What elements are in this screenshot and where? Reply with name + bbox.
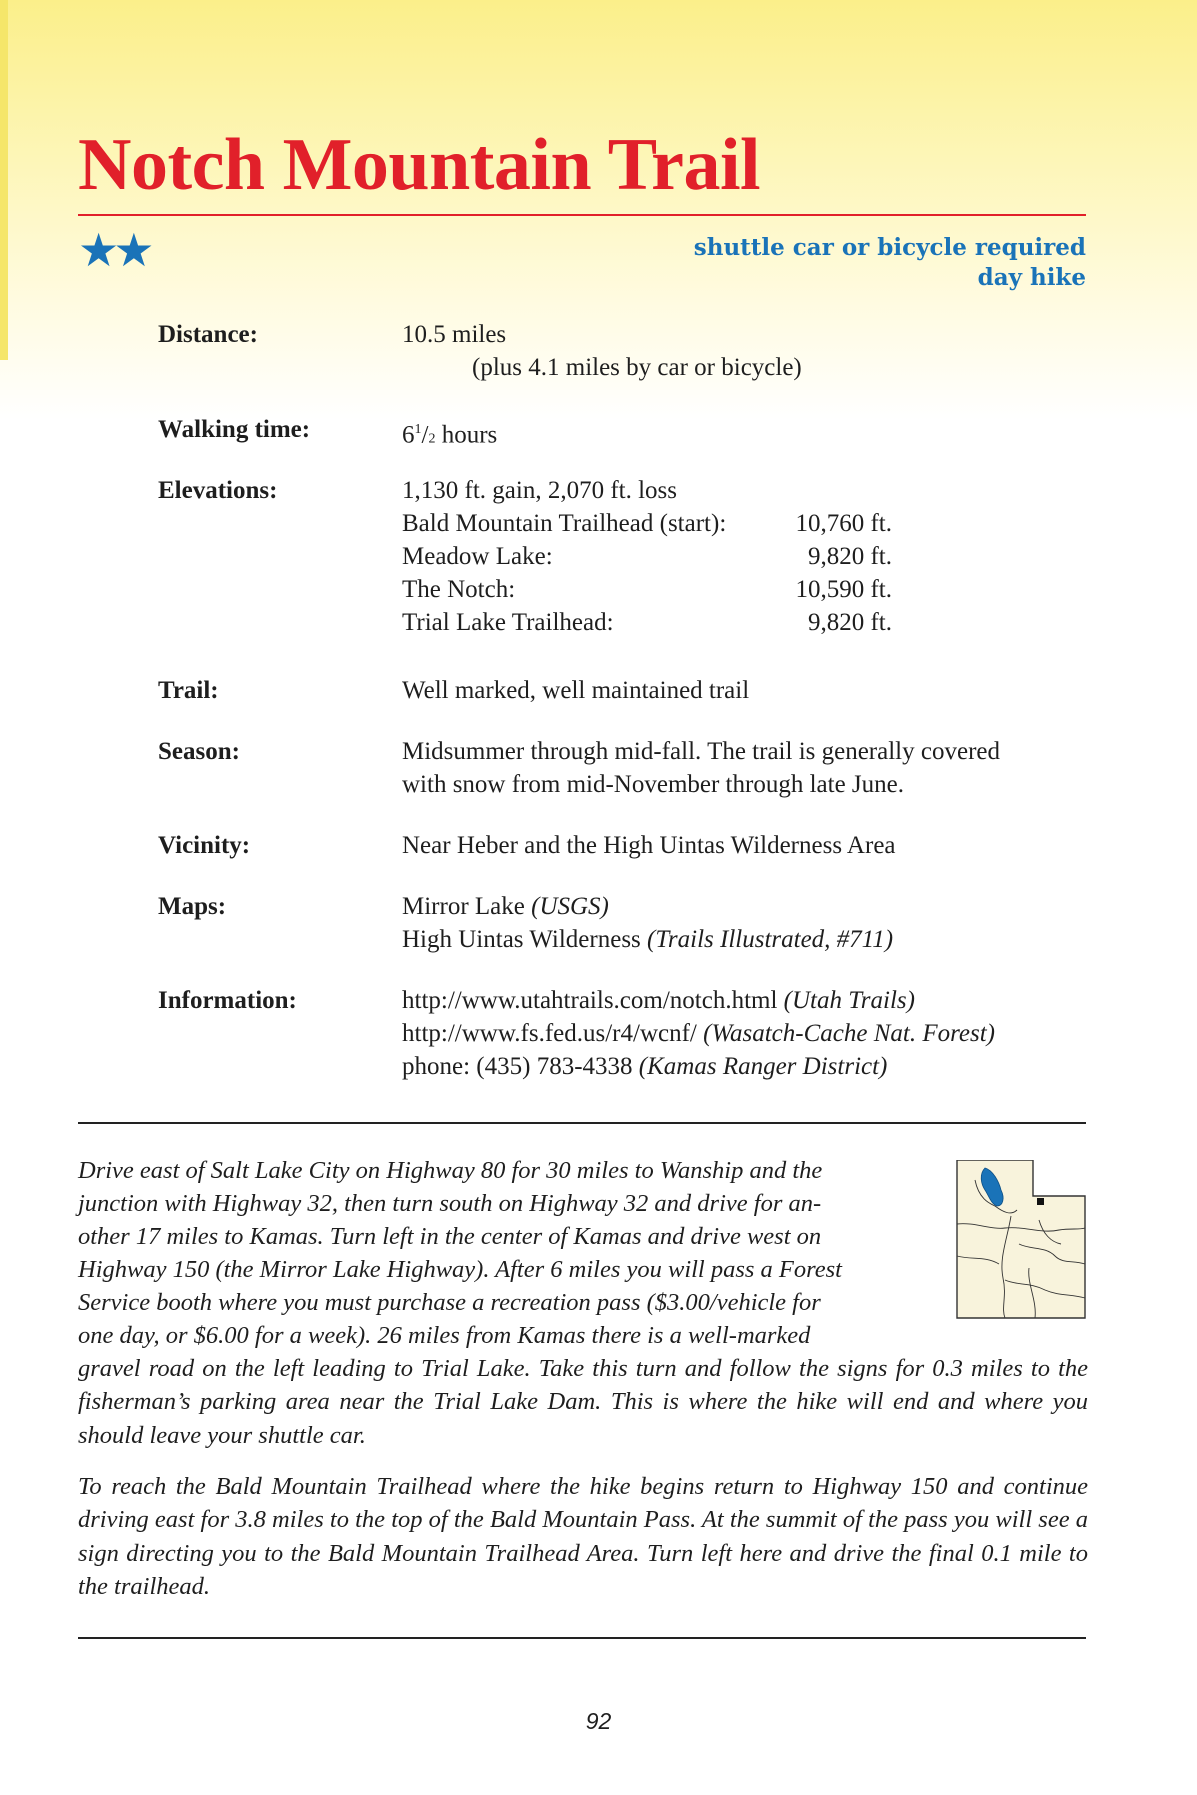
maps-label: Maps:	[158, 893, 227, 920]
walking-time-value: $6^1/2$ hours	[402, 421, 498, 449]
elevation-point-value: 9,820 ft.	[807, 543, 892, 570]
directions-wrap-line: other 17 miles to Kamas. Turn left in the center of Kamas and drive west on	[78, 1223, 822, 1250]
elevation-point-name: Bald Mountain Trailhead (start):	[402, 510, 727, 537]
elevation-point-value: 10,760 ft.	[795, 510, 892, 537]
section-divider-bottom	[78, 1637, 1086, 1639]
info-note: (Wasatch-Cache Nat. Forest)	[703, 1020, 995, 1047]
elevation-point-value: 9,820 ft.	[807, 609, 892, 636]
season-label: Season:	[158, 738, 240, 765]
map-item	[402, 890, 609, 923]
info-item	[402, 984, 915, 1017]
elevations-summary: 1,130 ft. gain, 2,070 ft. loss	[402, 477, 677, 504]
trail-value: Well marked, well maintained trail	[402, 677, 750, 704]
distance-label: Distance:	[158, 321, 258, 348]
directions-paragraph-2: To reach the Bald Mountain Trailhead where the hike begins return to Highway 150 and continue driving east for 3.8 miles to the top of the Bald Mountain Pass. At the summit of the pass you will see a sign directing you to the Bald Mountain Trailhead Area. Turn left here and drive the final 0.1 mile to the trailhead.	[78, 1473, 1088, 1601]
directions-paragraph-1-rest: gravel road on the left leading to Trial Lake. Take this turn and follow the signs for 0.3 miles to the fisherman’s parking area near the Trial Lake Dam. This is where the hike will end and where you should leave your shuttle car.	[78, 1355, 1088, 1449]
elevation-row	[402, 507, 892, 540]
elevation-point-name: Meadow Lake:	[402, 543, 553, 570]
elevation-row	[402, 606, 892, 639]
info-text: http://www.utahtrails.com/notch.html	[402, 987, 784, 1014]
walking-time-denominator: 2	[428, 431, 436, 447]
info-text: http://www.fs.fed.us/r4/wcnf/	[402, 1020, 704, 1047]
elevation-point-name: Trial Lake Trailhead:	[402, 609, 614, 636]
directions-wrap-line: one day, or $6.00 for a week). 26 miles from Kamas there is a well-marked	[78, 1322, 811, 1349]
season-line-2: with snow from mid-November through late June.	[402, 771, 904, 798]
elevation-point-value: 10,590 ft.	[795, 576, 892, 603]
trail-label: Trail:	[158, 677, 219, 704]
season-line-1: Midsummer through mid-fall. The trail is generally covered	[402, 738, 1000, 765]
vicinity-value: Near Heber and the High Uintas Wilderness Area	[402, 832, 896, 859]
vicinity-label: Vicinity:	[158, 832, 251, 859]
section-divider-top	[78, 1122, 1086, 1124]
walking-time-whole: 6	[402, 421, 415, 449]
info-item	[402, 1050, 887, 1083]
elevation-row	[402, 540, 892, 573]
elevations-label: Elevations:	[158, 477, 278, 504]
directions-wrap-line: Highway 150 (the Mirror Lake Highway). After 6 miles you will pass a Forest	[78, 1256, 842, 1283]
map-item	[402, 923, 893, 956]
directions-wrap-line: junction with Highway 32, then turn south on Highway 32 and drive for an-	[78, 1190, 822, 1217]
info-text: phone: (435) 783-4338	[402, 1053, 639, 1080]
info-item	[402, 1017, 995, 1050]
hike-tags	[694, 233, 1086, 293]
elevation-row	[402, 573, 892, 606]
map-name: High Uintas Wilderness	[402, 926, 648, 953]
tag-day-hike: day hike	[977, 264, 1086, 291]
utah-locator-map-icon	[955, 1160, 1087, 1320]
walking-time-unit: hours	[435, 421, 498, 449]
info-note: (Kamas Ranger District)	[638, 1053, 888, 1080]
directions-wrap-line: Drive east of Salt Lake City on Highway 80 for 30 miles to Wanship and the	[78, 1157, 823, 1184]
page-number: 92	[585, 1708, 612, 1734]
map-source: (USGS)	[531, 893, 609, 920]
elevation-point-name: The Notch:	[402, 576, 516, 603]
walking-time-label: Walking time:	[158, 416, 311, 443]
walking-time-numerator: 1	[414, 422, 422, 437]
information-label: Information:	[158, 987, 297, 1014]
distance-value: 10.5 miles	[402, 321, 507, 348]
difficulty-rating-stars: ★★	[78, 225, 149, 276]
map-name: Mirror Lake	[402, 893, 532, 920]
directions-wrap-line: Service booth where you must purchase a recreation pass ($3.00/vehicle for	[78, 1289, 821, 1316]
map-source: (Trails Illustrated, #711)	[647, 926, 894, 953]
distance-extra: (plus 4.1 miles by car or bicycle)	[472, 354, 802, 381]
title-underline	[78, 214, 1086, 216]
page-title: Notch Mountain Trail	[78, 124, 761, 206]
info-note: (Utah Trails)	[783, 987, 915, 1014]
tag-shuttle: shuttle car or bicycle required	[693, 234, 1086, 261]
